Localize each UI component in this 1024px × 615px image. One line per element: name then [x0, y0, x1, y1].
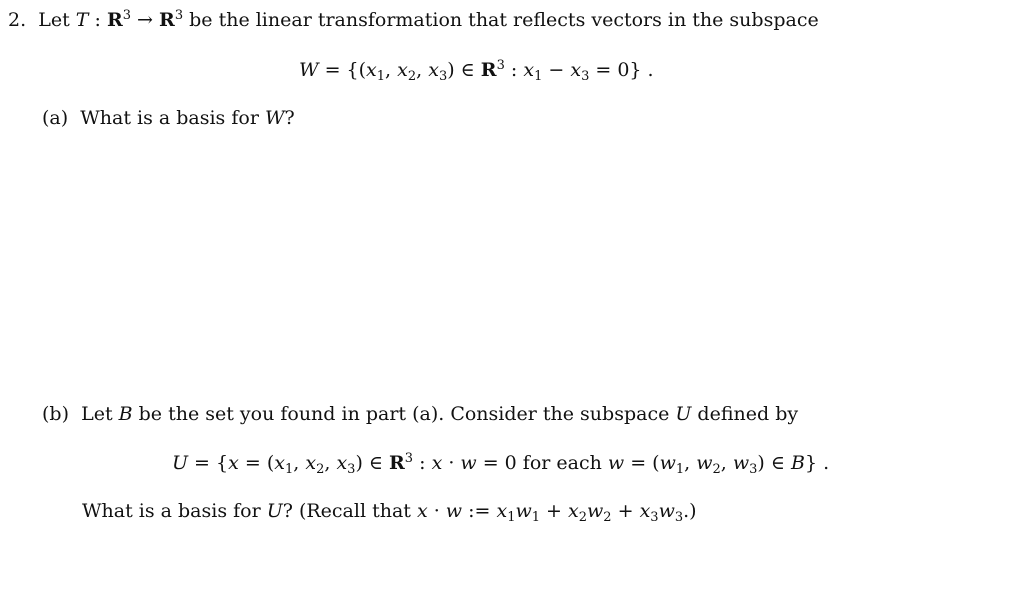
u-definition — [172, 451, 829, 475]
part-b-question-rendered: What is a basis for U? (Recall that x · w := $x_1w_1 + x_2w_2 + x_3w_3$.) — [82, 500, 697, 525]
problem-intro-line — [8, 8, 819, 32]
part-b-intro-rendered: Let B be the set you found in part (a). Consider the subspace U defined by — [75, 403, 799, 425]
u-definition-rendered: $U = \{x = (x_1$, $x_2$, $x_3$) ∈ $R^3$ : x · w = 0 for each $w = (w_1$, $w_2$, $w_3$) ∈ B} . — [172, 451, 830, 477]
problem-intro-rendered: Let T : $R^3 \to R^3$ be the linear transformation that reflects vectors in the subspace — [32, 8, 819, 31]
part-b-label: (b) — [42, 403, 69, 425]
part-a-question-rendered: What is a basis for W? — [74, 107, 295, 129]
w-definition — [299, 58, 654, 82]
part-b-intro-line — [42, 402, 798, 426]
part-a — [42, 106, 295, 130]
part-a-label: (a) — [42, 107, 69, 129]
part-b-question — [82, 499, 697, 523]
problem-number: 2. — [8, 9, 27, 31]
w-definition-rendered: $W = \{(x_1$, $x_2$, $x_3$) ∈ $R^3$ : $x_1 - x_3 = 0$} . — [299, 58, 654, 84]
